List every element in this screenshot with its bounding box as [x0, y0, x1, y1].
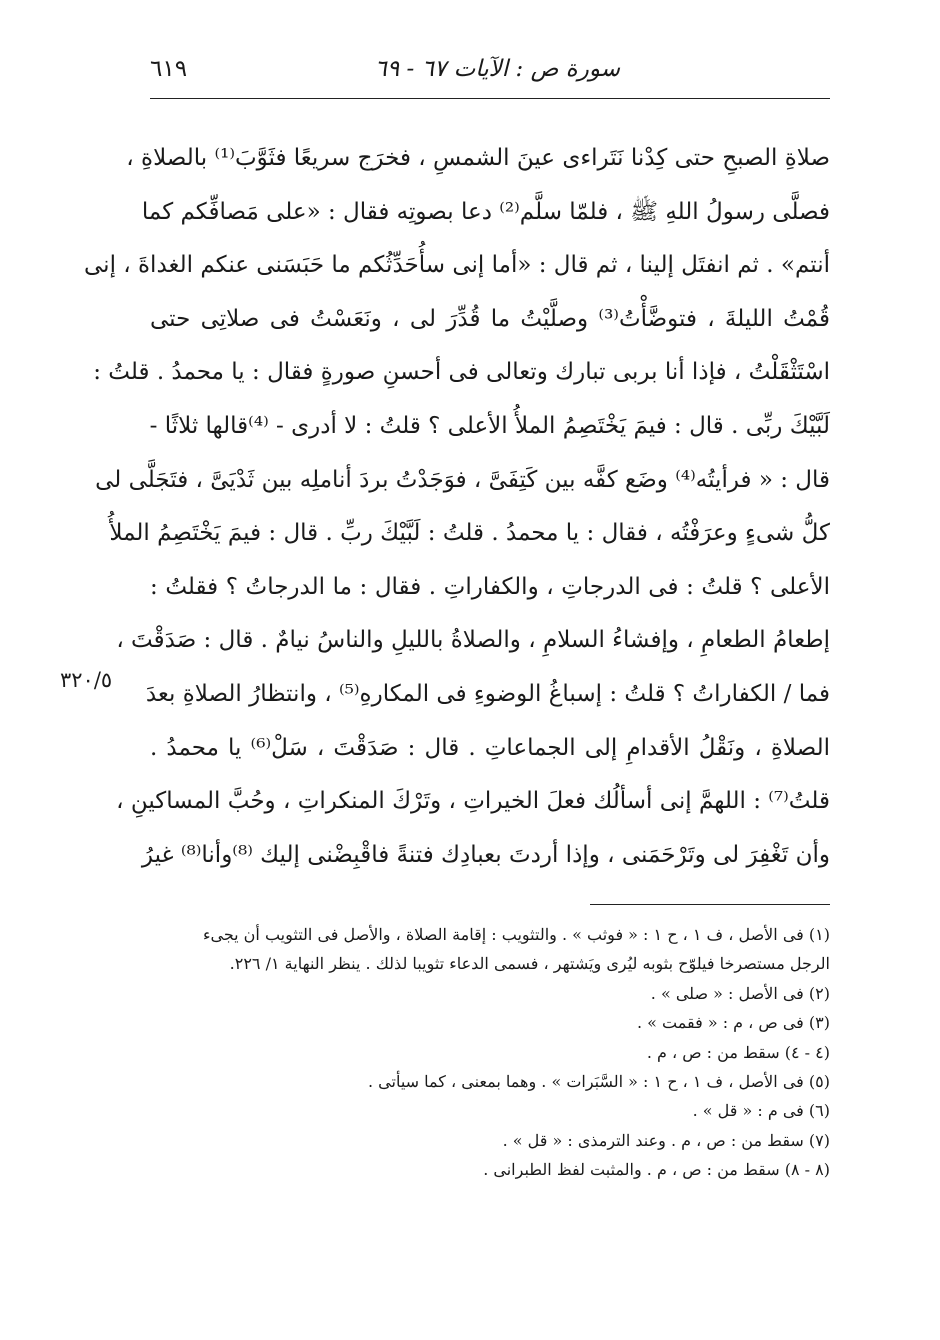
text-line: فصلَّى رسولُ اللهِ ﷺ ، فلمّا سلَّم⁽²⁾ دعا بصوتِه فقال : «على مَصافِّكم كما: [141, 198, 830, 225]
text-line: اسْتَثْقَلْتُ ، فإذا أنا بربى تبارك وتعالى فى أحسنِ صورةٍ فقال : يا محمدُ . قلتُ :: [93, 359, 830, 386]
footnote: (٥) فى الأصل ، ف ١ ، ح ١ : « السَّبَرات » . وهما بمعنى ، كما سيأتى .: [368, 1071, 830, 1091]
page-number: ٦١٩: [150, 56, 188, 82]
footnote: (٢) فى الأصل : « صلى » .: [650, 983, 830, 1003]
text-line: قُمْتُ الليلةَ ، فتوضَّأْتُ⁽³⁾ وصلَّيْتُ ما قُدِّرَ لى ، ونَعَسْتُ فى صلاتِى حتى: [150, 305, 830, 332]
text-line: وأن تَغْفِرَ لى وتَرْحَمَنى ، وإذا أردتَ بعبادِك فتنةً فاقْبِضْنى إليك ⁽⁸⁾وأنا⁽⁸⁾ غيرُ: [141, 841, 830, 868]
running-header: [150, 56, 830, 92]
text-line: قلتُ⁽⁷⁾ : اللهمَّ إنى أسألُك فعلَ الخيراتِ ، وتَرْكَ المنكراتِ ، وحُبَّ المساكينِ ،: [116, 788, 830, 815]
footnote: (٦) فى م : « قل » .: [692, 1101, 830, 1121]
text-line: الصلاةِ ، ونَقْلُ الأقدامِ إلى الجماعاتِ . قال : صَدَقْتَ ، سَلْ⁽⁶⁾ يا محمدُ .: [150, 734, 831, 761]
text-line: صلاةِ الصبحِ حتى كِدْنا نَتَراءى عينَ الشمسِ ، فخرَج سريعًا فثَوَّبَ⁽¹⁾ بالصلاةِ ،: [126, 145, 830, 171]
footnote: (٧) سقط من : ص ، م . وعند الترمذى : « قل » .: [502, 1130, 830, 1150]
header-rule: [150, 98, 830, 99]
header-title: سورة ص : الآيات ٦٧ - ٦٩: [374, 56, 620, 82]
text-line: أنتم» . ثم انفتَل إلينا ، ثم قال : «أما إنى سأُحَدِّثُكم ما حَبَسَنى عنكم الغداةَ ، إنى: [84, 252, 830, 279]
footnote-rule: [590, 904, 830, 905]
footnote: (٤ - ٤) سقط من : ص ، م .: [646, 1042, 830, 1062]
text-line: قال : « فرأيتُه⁽⁴⁾ وضَع كفَّه بين كَتِفَىَّ ، فوَجَدْتُ بردَ أناملِه بين ثَدْيَىَّ ، فتَجَلَّى لى: [95, 466, 830, 493]
footnotes: [130, 920, 830, 1185]
margin-reference: ٣٢٠/٥: [60, 668, 113, 692]
text-line: إطعامُ الطعامِ ، وإفشاءُ السلامِ ، والصلاةُ بالليلِ والناسُ نيامٌ . قال : صَدَقْتَ ،: [116, 627, 830, 654]
text-line: فما / الكفاراتُ ؟ قلتُ : إسباغُ الوضوءِ فى المكارهِ⁽⁵⁾ ، وانتظارُ الصلاةِ بعدَ: [145, 680, 830, 707]
text-line: كلُّ شىءٍ وعرَفْتُه ، فقال : يا محمدُ . قلتُ : لَبَّيْكَ ربِّ . قال : فيمَ يَخْتَصِمُ الملأُ: [109, 520, 830, 547]
footnote: (١) فى الأصل ، ف ١ ، ح ١ : « فوثب » . والتثويب : إقامة الصلاة ، والأصل فى التثويب أن يجىء: [202, 925, 830, 944]
text-line: لَبَّيْكَ ربِّى . قال : فيمَ يَخْتَصِمُ الملأُ الأعلى ؟ قلتُ : لا أدرى - ⁽⁴⁾قالها ثلاثًا -: [149, 412, 830, 439]
footnote: الرجل مستصرخا فيلوّح بثوبه ليُرى ويَشتهر ، فسمى الدعاء تثويبا لذلك . ينظر النهاية ١/ ٢٢٦.: [229, 954, 830, 974]
footnote: (٣) فى ص ، م : « فقمت » .: [636, 1013, 830, 1033]
footnote: (٨ - ٨) سقط من : ص ، م . والمثبت لفظ الطبرانى .: [483, 1160, 830, 1180]
text-line: الأعلى ؟ قلتُ : فى الدرجاتِ ، والكفاراتِ . فقال : ما الدرجاتُ ؟ فقلتُ :: [150, 573, 830, 600]
